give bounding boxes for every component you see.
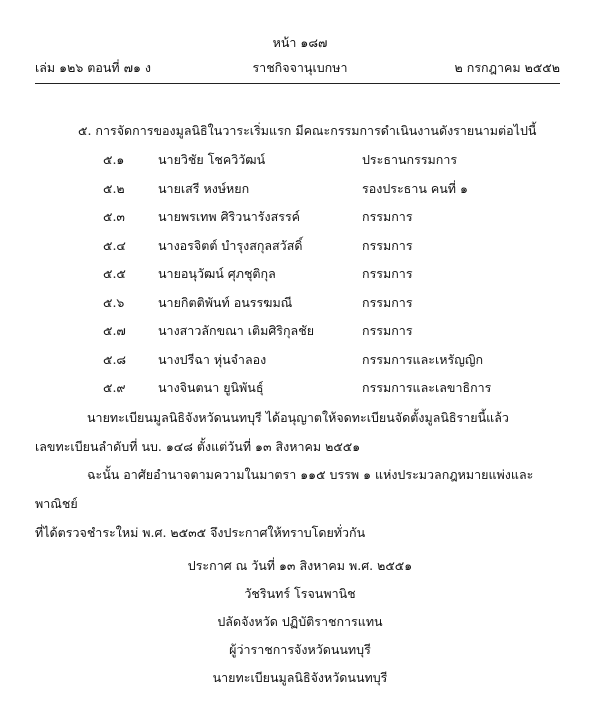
member-name: นางปรีฉา หุ่นจำลอง [158,352,267,367]
paragraph-line [35,460,575,518]
list-item [0,264,600,284]
list-item [0,350,600,370]
list-item [0,293,600,313]
member-name: นายเสรี หงษ์หยก [158,181,250,196]
registration-text-line-2: เลขทะเบียนลำดับที่ นบ. ๑๔๘ ตั้งแต่วันที่ ๑๓ สิงหาคม ๒๕๕๑ [35,439,361,454]
member-name: นายพรเทพ ศิริวนารังสรรค์ [158,209,301,224]
signer-name: วัชรินทร์ โรจนพานิช [244,586,356,601]
item-number: ๕.๔ [103,238,126,253]
list-item [0,150,600,170]
member-name: นายวิชัย โชควิวัฒน์ [158,152,266,167]
announcement-date: ประกาศ ณ วันที่ ๑๓ สิงหาคม พ.ศ. ๒๕๕๑ [187,558,413,573]
item-number: ๕.๙ [103,380,126,395]
member-name: นางอรจิตต์ บำรุงสกุลสวัสดิ์ [158,238,303,253]
list-item [0,236,600,256]
registration-text-line-1: นายทะเบียนมูลนิธิจังหวัดนนทบุรี ได้อนุญาตให้จดทะเบียนจัดตั้งมูลนิธิรายนี้แล้ว [87,410,509,425]
governor-title: ผู้ว่าราชการจังหวัดนนทบุรี [229,642,371,657]
item-number: ๕.๘ [103,352,127,367]
member-name: นางจินตนา ยูนิพันธุ์ [158,380,264,395]
member-role: กรรมการ [362,238,413,253]
volume-issue: เล่ม ๑๒๖ ตอนที่ ๗๑ ง [35,60,152,75]
member-role: ประธานกรรมการ [362,152,458,167]
member-name: นางสาวลักขณา เติมศิริกุลชัย [158,323,315,338]
list-item [0,207,600,227]
member-role: กรรมการ [362,323,413,338]
announcement-text-line-2: ที่ได้ตรวจชำระใหม่ พ.ศ. ๒๕๓๕ จึงประกาศให้ทราบโดยทั่วกัน [35,525,366,540]
item-number: ๕.๗ [103,323,126,338]
member-name: นายกิตติพันท์ อนรรฆมณี [158,295,293,310]
announcement-paragraph [35,460,575,547]
member-name: นายอนุวัฒน์ ศุภชุติกุล [158,266,276,281]
paragraph-line [35,403,575,432]
member-role: กรรมการและเหรัญญิก [362,352,484,367]
gazette-name: ราชกิจจานุเบกษา [252,60,348,75]
list-item [0,378,600,398]
member-role: กรรมการ [362,209,413,224]
registrar-title: นายทะเบียนมูลนิธิจังหวัดนนทบุรี [212,670,388,685]
member-role: กรรมการ [362,266,413,281]
signer-title: ปลัดจังหวัด ปฏิบัติราชการแทน [217,614,383,629]
item-number: ๕.๕ [103,266,126,281]
list-item [0,179,600,199]
paragraph-line [35,432,575,461]
paragraph-line [35,518,575,547]
member-role: รองประธาน คนที่ ๑ [362,181,468,196]
item-number: ๕.๑ [103,152,125,167]
list-item [0,321,600,341]
announcement-text-line-1: ฉะนั้น อาศัยอำนาจตามความในมาตรา ๑๑๕ บรรพ ๑ แห่งประมวลกฎหมายแพ่งและพาณิชย์ [35,467,534,511]
registration-paragraph [35,403,575,461]
publication-date: ๒ กรกฎาคม ๒๕๕๒ [454,60,560,75]
item-number: ๕.๒ [103,181,125,196]
page-number: หน้า ๑๘๗ [272,35,328,50]
header-divider [35,83,560,84]
section-title: ๕. การจัดการของมูลนิธิในวาระเริ่มแรก มีคณะกรรมการดำเนินงานดังรายนามต่อไปนี้ [78,123,537,138]
item-number: ๕.๖ [103,295,125,310]
item-number: ๕.๓ [103,209,125,224]
member-role: กรรมการและเลขาธิการ [362,380,492,395]
member-role: กรรมการ [362,295,413,310]
